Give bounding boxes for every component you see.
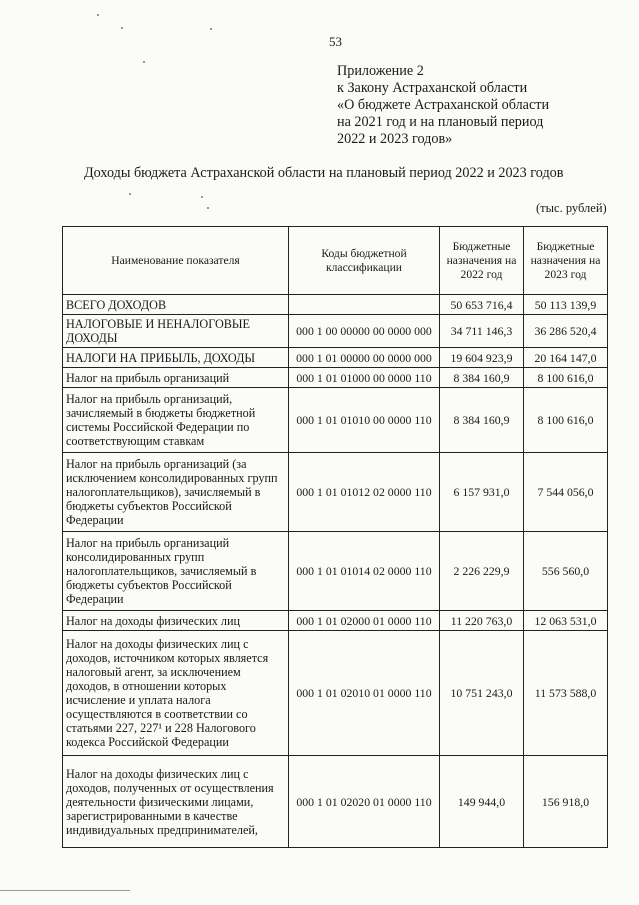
row-2022: 149 944,0 [440,756,524,848]
row-2022: 6 157 931,0 [440,453,524,532]
row-2023: 8 100 616,0 [524,388,608,453]
document-title: Доходы бюджета Астраханской области на плановый период 2022 и 2023 годов [84,165,564,181]
header-name: Наименование показателя [63,227,289,295]
row-name: ВСЕГО ДОХОДОВ [63,295,289,315]
table-row [63,532,608,611]
header-code: Коды бюджетной классификации [289,227,440,295]
appendix-line: 2022 и 2023 годов» [337,131,453,147]
row-code: 000 1 01 01012 02 0000 110 [289,453,440,532]
row-code: 000 1 01 01010 00 0000 110 [289,388,440,453]
scan-speck [121,27,123,29]
row-2023: 50 113 139,9 [524,295,608,315]
row-2023: 7 544 056,0 [524,453,608,532]
scan-speck [129,193,131,195]
row-name: НАЛОГИ НА ПРИБЫЛЬ, ДОХОДЫ [63,348,289,368]
units-label: (тыс. рублей) [536,201,607,215]
row-2022: 2 226 229,9 [440,532,524,611]
table-row [63,611,608,631]
table-row [63,315,608,348]
header-2022: Бюджетные назначения на 2022 год [440,227,524,295]
budget-table [62,226,608,848]
appendix-line: на 2021 год и на плановый период [337,114,544,130]
scan-speck [207,207,209,209]
appendix-line: «О бюджете Астраханской области [337,97,550,113]
row-2022: 8 384 160,9 [440,388,524,453]
table-row [63,453,608,532]
row-code: 000 1 01 01000 00 0000 110 [289,368,440,388]
row-code: 000 1 01 02010 01 0000 110 [289,631,440,756]
row-2022: 10 751 243,0 [440,631,524,756]
row-2023: 12 063 531,0 [524,611,608,631]
row-code: 000 1 01 02020 01 0000 110 [289,756,440,848]
appendix-note [337,63,549,148]
table-row [63,388,608,453]
row-name: НАЛОГОВЫЕ И НЕНАЛОГОВЫЕ ДОХОДЫ [63,315,289,348]
row-2022: 11 220 763,0 [440,611,524,631]
row-name: Налог на доходы физических лиц [63,611,289,631]
appendix-line: Приложение 2 [337,63,424,79]
scan-speck [201,196,203,198]
row-name: Налог на доходы физических лиц с доходов, источником которых является налоговый агент, за исключением доходов, в отношении которых исчисление и уплата налога осуществляются в соответствии со статьями 227, 227¹ и 228 Налогового кодекса Российской Федерации [63,631,289,756]
row-code: 000 1 01 02000 01 0000 110 [289,611,440,631]
row-2023: 156 918,0 [524,756,608,848]
row-2022: 8 384 160,9 [440,368,524,388]
scan-speck [210,28,212,30]
page-number: 53 [329,34,342,49]
row-2022: 50 653 716,4 [440,295,524,315]
row-2023: 556 560,0 [524,532,608,611]
scan-speck [143,61,145,63]
row-2023: 11 573 588,0 [524,631,608,756]
table-row [63,295,608,315]
scan-speck [97,14,99,16]
table-row [63,368,608,388]
row-name: Налог на прибыль организаций (за исключением консолидированных групп налогоплательщиков), зачисляемый в бюджеты субъектов Российской Федерации [63,453,289,532]
row-name: Налог на прибыль организаций, зачисляемый в бюджеты бюджетной системы Российской Федерации по соответствующим ставкам [63,388,289,453]
row-code: 000 1 01 01014 02 0000 110 [289,532,440,611]
row-2023: 8 100 616,0 [524,368,608,388]
row-2023: 36 286 520,4 [524,315,608,348]
row-name: Налог на прибыль организаций консолидированных групп налогоплательщиков, зачисляемый в бюджеты субъектов Российской Федерации [63,532,289,611]
table-row [63,631,608,756]
row-2022: 34 711 146,3 [440,315,524,348]
row-name: Налог на доходы физических лиц с доходов, полученных от осуществления деятельности физическими лицами, зарегистрированными в качестве индивидуальных предпринимателей, [63,756,289,848]
row-code [289,295,440,315]
appendix-line: к Закону Астраханской области [337,80,528,96]
row-2023: 20 164 147,0 [524,348,608,368]
header-2023: Бюджетные назначения на 2023 год [524,227,608,295]
table-row [63,756,608,848]
row-2022: 19 604 923,9 [440,348,524,368]
table-row [63,348,608,368]
scan-edge-line [0,890,130,891]
table-header-row [63,227,608,295]
row-code: 000 1 00 00000 00 0000 000 [289,315,440,348]
row-code: 000 1 01 00000 00 0000 000 [289,348,440,368]
row-name: Налог на прибыль организаций [63,368,289,388]
